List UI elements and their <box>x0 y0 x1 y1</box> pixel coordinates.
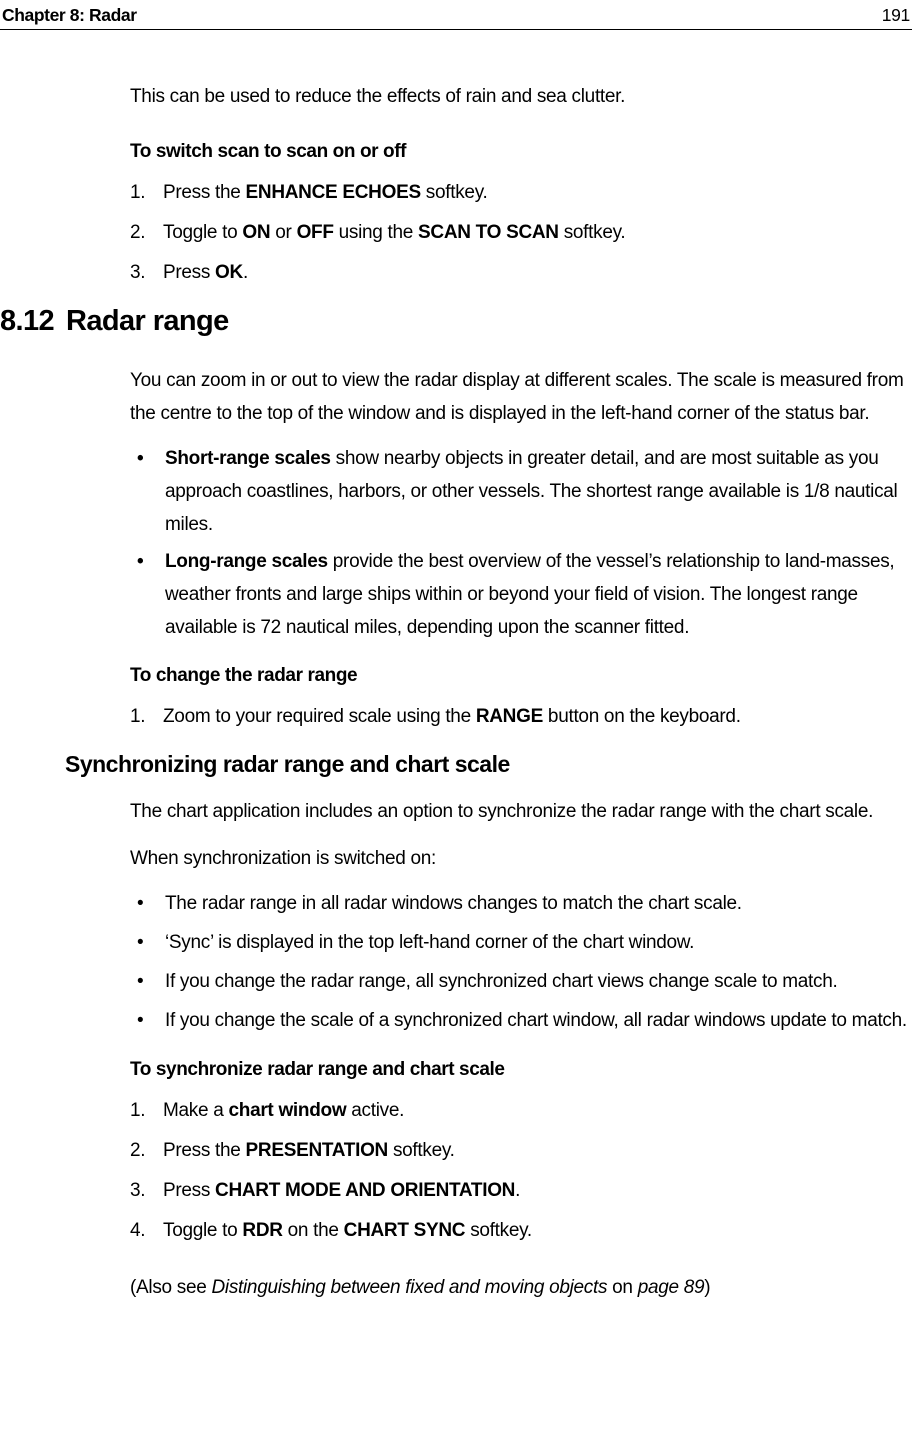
bullet-text: If you change the scale of a synchronized chart window, all radar windows update to match. <box>165 1010 907 1031</box>
subsection-heading: Synchronizing radar range and chart scale <box>65 751 510 777</box>
step-item <box>130 1094 910 1127</box>
step-text: Zoom to your required scale using the RANGE button on the keyboard. <box>163 706 741 727</box>
bullet-item <box>130 926 910 959</box>
intro-paragraph: This can be used to reduce the effects of rain and sea clutter. <box>130 86 626 107</box>
step-text: Toggle to ON or OFF using the SCAN TO SCAN softkey. <box>163 222 626 243</box>
chapter-title: Chapter 8: Radar <box>2 5 137 25</box>
page-header <box>0 0 912 30</box>
step-item <box>130 1134 910 1167</box>
step-text: Make a chart window active. <box>163 1100 405 1121</box>
sync-bullet-list <box>130 887 910 1037</box>
sync-conditions-lead: When synchronization is switched on: <box>130 848 437 869</box>
step-number: 1. <box>130 706 146 727</box>
step-number: 3. <box>130 262 146 283</box>
cross-reference: (Also see Distinguishing between fixed and moving objects on page 89) <box>130 1277 711 1298</box>
step-item <box>130 1214 910 1247</box>
bullet-marker: • <box>137 932 144 953</box>
step-list-sync <box>0 1094 912 1247</box>
step-number: 2. <box>130 222 146 243</box>
step-item <box>130 256 910 289</box>
bullet-text: ‘Sync’ is displayed in the top left-hand corner of the chart window. <box>165 932 695 953</box>
bullet-text: Short-range scales show nearby objects in greater detail, and are most suitable as you approach coastlines, harbors, or other vessels. The shortest range available is 1/8 nautical miles. <box>165 448 898 535</box>
bullet-item <box>130 442 910 541</box>
section-number: 8.12 <box>0 305 55 337</box>
procedure-heading-scan: To switch scan to scan on or off <box>130 141 407 162</box>
step-item <box>130 700 910 733</box>
step-number: 1. <box>130 182 146 203</box>
step-text: Toggle to RDR on the CHART SYNC softkey. <box>163 1220 532 1241</box>
page-number: 191 <box>881 5 910 25</box>
bullet-text: If you change the radar range, all synchronized chart views change scale to match. <box>165 971 838 992</box>
step-item <box>130 1174 910 1207</box>
bullet-marker: • <box>137 551 144 572</box>
step-number: 3. <box>130 1180 146 1201</box>
bullet-item <box>130 1004 910 1037</box>
sync-paragraph: The chart application includes an option to synchronize the radar range with the chart scale. <box>130 801 874 822</box>
step-text: Press the PRESENTATION softkey. <box>163 1140 455 1161</box>
section-heading <box>0 303 912 339</box>
bullet-marker: • <box>137 1010 144 1031</box>
section-title: Radar range <box>66 305 229 337</box>
bullet-text: Long-range scales provide the best overview of the vessel’s relationship to land-masses, weather fronts and large ships within or beyond your field of vision. The longest range available is 72 nautical miles, depending upon the scanner fitted. <box>165 551 895 638</box>
step-number: 1. <box>130 1100 146 1121</box>
step-item <box>130 216 910 249</box>
step-number: 2. <box>130 1140 146 1161</box>
bullet-item <box>130 887 910 920</box>
step-text: Press CHART MODE AND ORIENTATION. <box>163 1180 521 1201</box>
step-list-range <box>0 700 912 733</box>
step-text: Press the ENHANCE ECHOES softkey. <box>163 182 488 203</box>
procedure-heading-sync: To synchronize radar range and chart scale <box>130 1059 505 1080</box>
range-bullet-list <box>130 442 910 644</box>
bullet-marker: • <box>137 893 144 914</box>
bullet-marker: • <box>137 971 144 992</box>
bullet-item <box>130 965 910 998</box>
procedure-heading-range: To change the radar range <box>130 665 358 686</box>
step-number: 4. <box>130 1220 146 1241</box>
step-text: Press OK. <box>163 262 248 283</box>
step-item <box>130 176 910 209</box>
section-intro-paragraph: You can zoom in or out to view the radar display at different scales. The scale is measured from the centre to the top of the window and is displayed in the left-hand corner of the status bar. <box>130 370 904 424</box>
bullet-marker: • <box>137 448 144 469</box>
step-list-scan <box>0 176 912 289</box>
bullet-item <box>130 545 910 644</box>
bullet-text: The radar range in all radar windows changes to match the chart scale. <box>165 893 742 914</box>
